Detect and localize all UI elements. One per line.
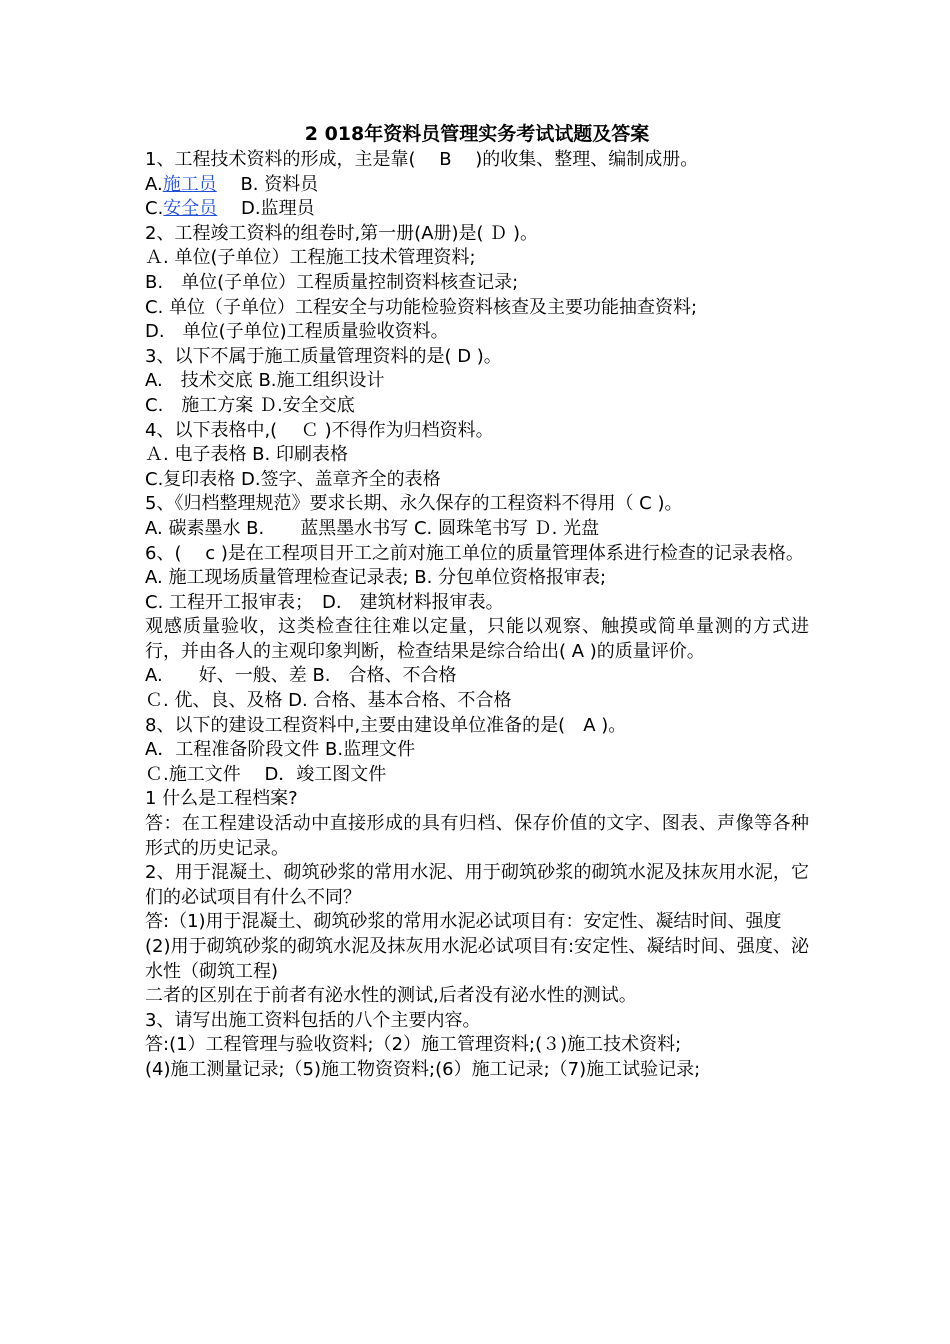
option-a-prefix: A.	[145, 173, 163, 195]
question-1-options-ab	[145, 173, 809, 198]
document-content	[145, 120, 809, 1083]
question-7-options-cd: Ｃ. 优、良、及格 D. 合格、基本合格、不合格	[145, 690, 512, 712]
option-b-text: B. 资料员	[216, 173, 319, 195]
question-2-stem: 2、工程竣工资料的组卷时,第一册(A册)是( Ｄ )。	[145, 222, 539, 244]
question-5-options: A. 碳素墨水 B. 蓝黑墨水书写 C. 圆珠笔书写 Ｄ. 光盘	[145, 517, 600, 539]
question-2-option-c: C. 单位（子单位）工程安全与功能检验资料核查及主要功能抽查资料;	[145, 296, 698, 318]
question-7-options-ab: A. 好、一般、差 B. 合格、不合格	[145, 665, 457, 687]
question-1-stem: 1、工程技术资料的形成，主是靠( B )的收集、整理、编制成册。	[145, 149, 699, 170]
question-4-stem: 4、以下表格中,( Ｃ )不得作为归档资料。	[145, 419, 494, 441]
question-3-stem: 3、以下不属于施工质量管理资料的是( D )。	[145, 345, 502, 367]
question-8-stem: 8、以下的建设工程资料中,主要由建设单位准备的是( A )。	[145, 714, 627, 736]
question-3-options-cd: C. 施工方案 Ｄ.安全交底	[145, 394, 355, 416]
option-d-text: D.监理员	[217, 198, 315, 220]
question-4-options-ab: Ａ. 电子表格 B. 印刷表格	[145, 444, 348, 466]
question-4-options-cd: C.复印表格 D.签字、盖章齐全的表格	[145, 468, 441, 490]
question-7-stem: 观感质量验收，这类检查往往难以定量，只能以观察、触摸或简单量测的方式进行，并由各人的主观印象判断，检查结果是综合给出( A )的质量评价。	[145, 616, 809, 662]
short-answer-3-part-1: 答:(1）工程管理与验收资料;（2）施工管理资料;(３)施工技术资料;	[145, 1034, 682, 1056]
question-8-options-ab: A．工程准备阶段文件 B.监理文件	[145, 739, 416, 761]
question-2-option-b: B. 单位(子单位）工程质量控制资料核查记录;	[145, 271, 519, 293]
question-1-options-cd	[145, 197, 809, 222]
short-answer-3-part-2: (4)施工测量记录;（5)施工物资资料;(6）施工记录;（7)施工试验记录;	[145, 1058, 701, 1080]
page-title: 2 018年资料员管理实务考试试题及答案	[304, 123, 650, 145]
question-6-stem: 6、( c )是在工程项目开工之前对施工单位的质量管理体系进行检查的记录表格。	[145, 542, 804, 564]
link-anquanyuan[interactable]: 安全员	[163, 198, 218, 220]
short-question-2: 2、用于混凝土、砌筑砂浆的常用水泥、用于砌筑砂浆的砌筑水泥及抹灰用水泥，它们的必试项目有什么不同？	[145, 862, 809, 908]
short-question-3: 3、请写出施工资料包括的八个主要内容。	[145, 1009, 481, 1031]
link-shigongyuan[interactable]: 施工员	[162, 173, 217, 195]
short-answer-2-part-1: 答:（1)用于混凝土、砌筑砂浆的常用水泥必试项目有：安定性、凝结时间、强度	[145, 911, 782, 933]
question-3-options-ab: A. 技术交底 B.施工组织设计	[145, 370, 385, 392]
question-8-options-cd: Ｃ.施工文件 D．竣工图文件	[145, 763, 387, 785]
question-2-option-a: Ａ. 单位(子单位）工程施工技术管理资料;	[145, 247, 476, 269]
short-answer-2-part-2: (2)用于砌筑砂浆的砌筑水泥及抹灰用水泥必试项目有:安定性、凝结时间、强度、泌水性（砌筑工程)	[145, 936, 809, 982]
option-c-prefix: C.	[145, 198, 164, 220]
question-2-option-d: D. 单位(子单位)工程质量验收资料。	[145, 321, 449, 343]
short-answer-2-part-3: 二者的区别在于前者有泌水性的测试,后者没有泌水性的测试。	[145, 985, 637, 1007]
short-answer-1: 答：在工程建设活动中直接形成的具有归档、保存价值的文字、图表、声像等各种形式的历史记录。	[145, 813, 809, 859]
question-5-stem: 5、《归档整理规范》要求长期、永久保存的工程资料不得用（ C )。	[145, 493, 683, 515]
short-question-1: 1 什么是工程档案?	[145, 788, 298, 810]
question-6-options-ab: A. 施工现场质量管理检查记录表; B. 分包单位资格报审表;	[145, 567, 607, 589]
question-6-options-cd: C. 工程开工报审表； D. 建筑材料报审表。	[145, 591, 504, 613]
